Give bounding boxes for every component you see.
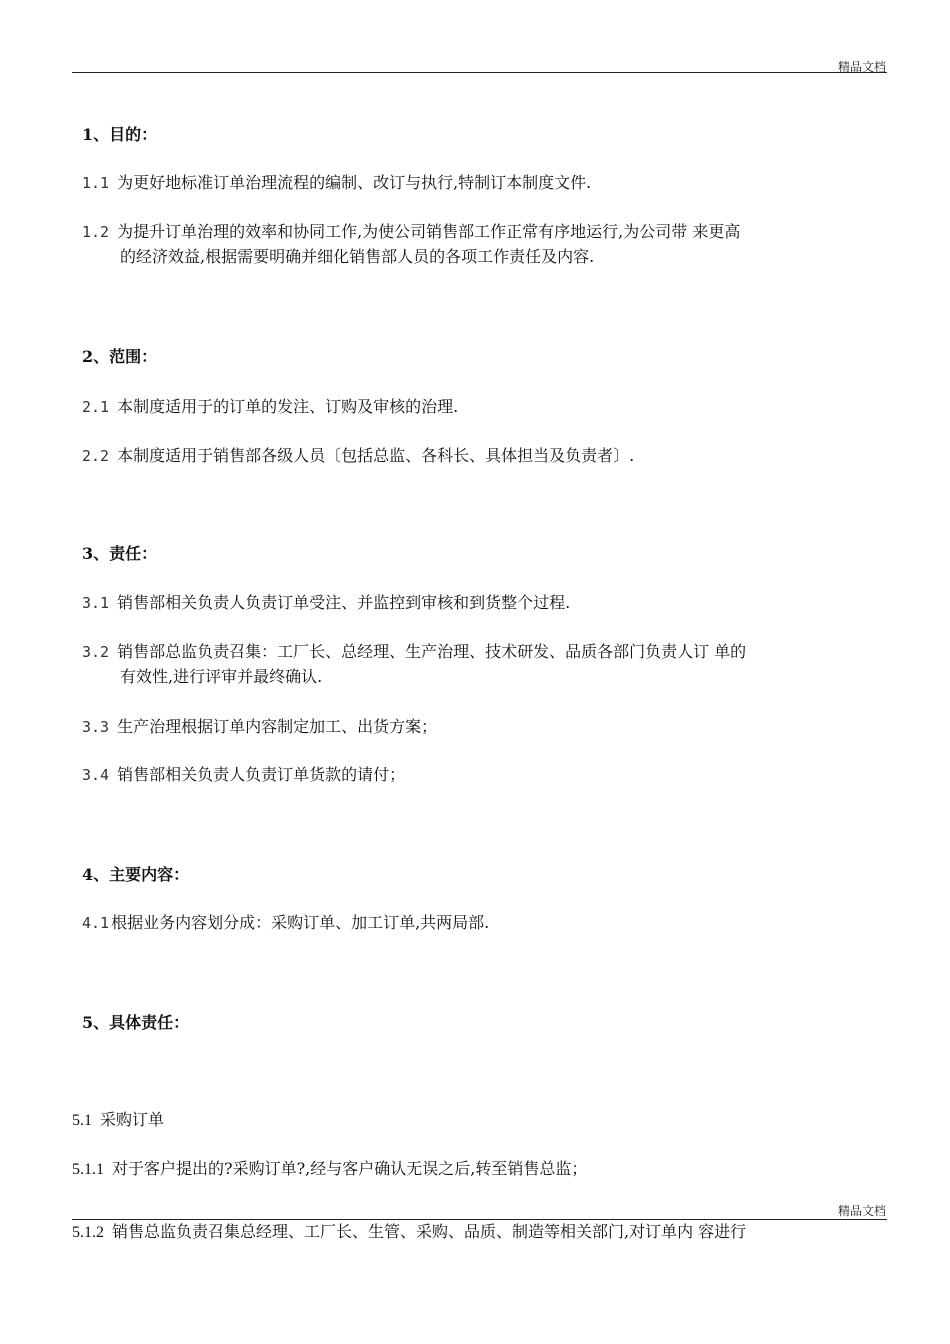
para-text: 销售部总监负责召集：工厂长、总经理、生产治理、技术研发、品质各部门负责人订 单的 xyxy=(117,642,747,661)
para-text: 为更好地标准订单治理流程的编制、改订与执行,特制订本制度文件. xyxy=(117,173,592,192)
para-1-2 xyxy=(82,220,740,244)
para-3-3 xyxy=(82,715,437,739)
para-text: 生产治理根据订单内容制定加工、出货方案； xyxy=(117,717,438,736)
subsection-5-1 xyxy=(72,1108,164,1133)
section-3-title: 3、责任： xyxy=(82,544,158,563)
para-text: 对于客户提出的?采购订单?,经与客户确认无误之后,转至销售总监； xyxy=(112,1159,588,1178)
para-3-4 xyxy=(82,763,405,787)
para-2-2 xyxy=(82,444,634,468)
para-number: 3.1 xyxy=(82,594,110,612)
para-text: 销售部相关负责人负责订单受注、并监控到审核和到货整个过程. xyxy=(117,593,571,612)
para-text: 本制度适用于销售部各级人员〔包括总监、各科长、具体担当及负责者〕. xyxy=(117,446,635,465)
para-text: 销售总监负责召集总经理、工厂长、生管、采购、品质、制造等相关部门,对订单内 容进行 xyxy=(112,1222,747,1241)
section-5-title: 5、具体责任： xyxy=(82,1013,190,1032)
header-label-top: 精品文档 xyxy=(837,60,886,74)
para-text: 销售部相关负责人负责订单货款的请付； xyxy=(117,765,406,784)
section-4-title: 4、主要内容： xyxy=(82,865,190,884)
para-number: 3.2 xyxy=(82,643,110,661)
para-number: 1.2 xyxy=(82,223,110,241)
para-number: 4.1 xyxy=(82,914,110,932)
section-2-title: 2、范围： xyxy=(82,347,158,366)
para-number: 5.1 xyxy=(72,1112,92,1129)
para-number: 1.1 xyxy=(82,174,110,192)
para-3-2 xyxy=(82,640,746,664)
para-3-1 xyxy=(82,591,570,615)
para-text: 为提升订单治理的效率和协同工作,为使公司销售部工作正常有序地运行,为公司带 来更高 xyxy=(117,222,741,241)
header-label-bottom: 精品文档 xyxy=(837,1204,886,1218)
para-text: 本制度适用于的订单的发注、订购及审核的治理. xyxy=(117,397,459,416)
para-1-1 xyxy=(82,171,591,195)
para-text: 采购订单 xyxy=(100,1110,165,1129)
para-text: 根据业务内容划分成：采购订单、加工订单,共两局部. xyxy=(111,913,490,932)
para-2-1 xyxy=(82,395,458,419)
para-number: 2.2 xyxy=(82,447,110,465)
para-number: 3.4 xyxy=(82,766,110,784)
section-1-title: 1、目的： xyxy=(82,125,158,144)
para-number: 3.3 xyxy=(82,718,110,736)
para-number: 5.1.1 xyxy=(72,1161,104,1178)
para-5-1-1 xyxy=(72,1157,587,1182)
header-rule-top xyxy=(72,72,887,73)
para-4-1 xyxy=(82,911,489,935)
para-3-2-cont: 有效性,进行评审并最终确认. xyxy=(120,667,323,686)
para-1-2-cont: 的经济效益,根据需要明确并细化销售部人员的各项工作责任及内容. xyxy=(120,247,595,266)
para-number: 2.1 xyxy=(82,398,110,416)
para-5-1-2 xyxy=(72,1220,746,1245)
para-number: 5.1.2 xyxy=(72,1224,104,1241)
